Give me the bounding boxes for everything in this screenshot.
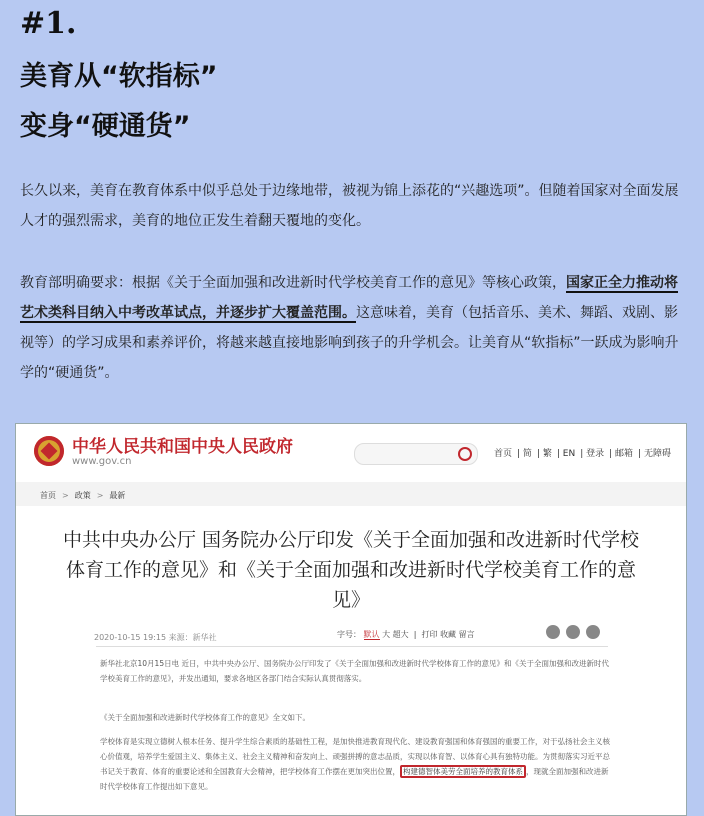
article-p3-after: ，现就全面加强和改进新时代学校体育工作提出如下意见。 xyxy=(100,767,609,791)
nav-english[interactable]: EN xyxy=(562,449,576,459)
wechat-share-icon[interactable] xyxy=(566,625,580,639)
policy-text-before: 教育部明确要求：根据《关于全面加强和改进新时代学校美育工作的意见》等核心政策， xyxy=(20,275,566,291)
font-size-label: 字号： xyxy=(337,630,361,639)
breadcrumb-policy[interactable]: 政策 xyxy=(74,491,91,500)
divider xyxy=(96,646,608,647)
share-icons xyxy=(546,624,606,643)
gov-site-title: 中华人民共和国中央人民政府 xyxy=(72,437,293,457)
article-tools: 字号： 默认 大 超大 | 打印 收藏 留言 xyxy=(337,630,475,639)
gov-search-input[interactable] xyxy=(354,443,478,465)
nav-traditional[interactable]: 繁 xyxy=(542,449,552,459)
article-paragraph-3 xyxy=(100,734,612,794)
article-p3-before: 学校体育是实现立德树人根本任务、提升学生综合素质的基础性工程，是加快推进教育现代化、建设教育强国和体育强国的重要工作，对于弘扬社会主义核心价值观，培养学生爱国主义、集体主义、社会主义精神和奋发向上、顽强拼搏的意志品质，实现以体育智、以体育心具有独特功能。为贯彻落实习近平总书记关于教育、体育的重要论述和全国教育大会精神，把学校体育工作摆在更加突出位置， xyxy=(100,737,610,776)
policy-paragraph xyxy=(20,268,684,388)
policy-highlight: 国家正全力推动将艺术类科目纳入中考改革试点，并逐步扩大覆盖范围。 xyxy=(20,275,678,321)
nav-accessibility[interactable]: 无障碍 xyxy=(643,449,671,459)
gov-site-header xyxy=(16,424,686,478)
nav-login[interactable]: 登录 xyxy=(586,449,605,459)
search-icon[interactable] xyxy=(458,447,472,461)
weibo-share-icon[interactable] xyxy=(546,625,560,639)
gov-top-nav: 首页 | 简 | 繁 | EN | 登录 | 邮箱 | 无障碍 xyxy=(494,449,671,459)
article-paragraph-2: 《关于全面加强和改进新时代学校体育工作的意见》全文如下。 xyxy=(100,713,310,722)
breadcrumb-latest[interactable]: 最新 xyxy=(109,491,126,500)
favorite-button[interactable]: 收藏 xyxy=(440,630,457,639)
article-date-source: 2020-10-15 19:15 来源：新华社 xyxy=(94,633,217,642)
comment-button[interactable]: 留言 xyxy=(458,630,475,639)
breadcrumb: 首页 > 政策 > 最新 xyxy=(16,482,686,506)
national-emblem-icon xyxy=(34,436,64,466)
heading-line-1: 美育从“软指标” xyxy=(20,61,218,92)
article-paragraph-1: 新华社北京10月15日电 近日，中共中央办公厅、国务院办公厅印发了《关于全面加强和改进新时代学校体育工作的意见》和《关于全面加强和改进新时代学校美育工作的意见》，并发出通知，要求各地区各部门结合实际认真贯彻落实。 xyxy=(100,659,609,683)
intro-paragraph: 长久以来，美育在教育体系中似乎总处于边缘地带，被视为锦上添花的“兴趣选项”。但随着国家对全面发展人才的强烈需求，美育的地位正发生着翻天覆地的变化。 xyxy=(20,183,679,229)
font-size-default[interactable]: 默认 xyxy=(363,630,380,639)
article-title: 中共中央办公厅 国务院办公厅印发《关于全面加强和改进新时代学校体育工作的意见》和《关于全面加强和改进新时代学校美育工作的意见》 xyxy=(62,529,640,611)
breadcrumb-home[interactable]: 首页 xyxy=(40,491,56,500)
font-size-large[interactable]: 大 xyxy=(382,630,391,639)
gov-site-url: www.gov.cn xyxy=(72,456,132,467)
print-button[interactable]: 打印 xyxy=(421,630,438,639)
nav-home[interactable]: 首页 xyxy=(494,449,513,459)
gov-article-screenshot xyxy=(15,423,687,816)
qzone-share-icon[interactable] xyxy=(586,625,600,639)
policy-text-after: 这意味着，美育（包括音乐、美术、舞蹈、戏剧、影视等）的学习成果和素养评价，将越来越直接地影响到孩子的升学机会。让美育从“软指标”一跃成为影响升学的“硬通货”。 xyxy=(20,305,679,381)
font-size-xlarge[interactable]: 超大 xyxy=(392,630,409,639)
highlighted-phrase-box: 构建德智体美劳全面培养的教育体系 xyxy=(400,765,526,778)
section-number: #1. xyxy=(20,6,77,41)
nav-mail[interactable]: 邮箱 xyxy=(615,449,634,459)
heading-line-2: 变身“硬通货” xyxy=(20,111,191,142)
nav-simplified[interactable]: 简 xyxy=(522,449,532,459)
